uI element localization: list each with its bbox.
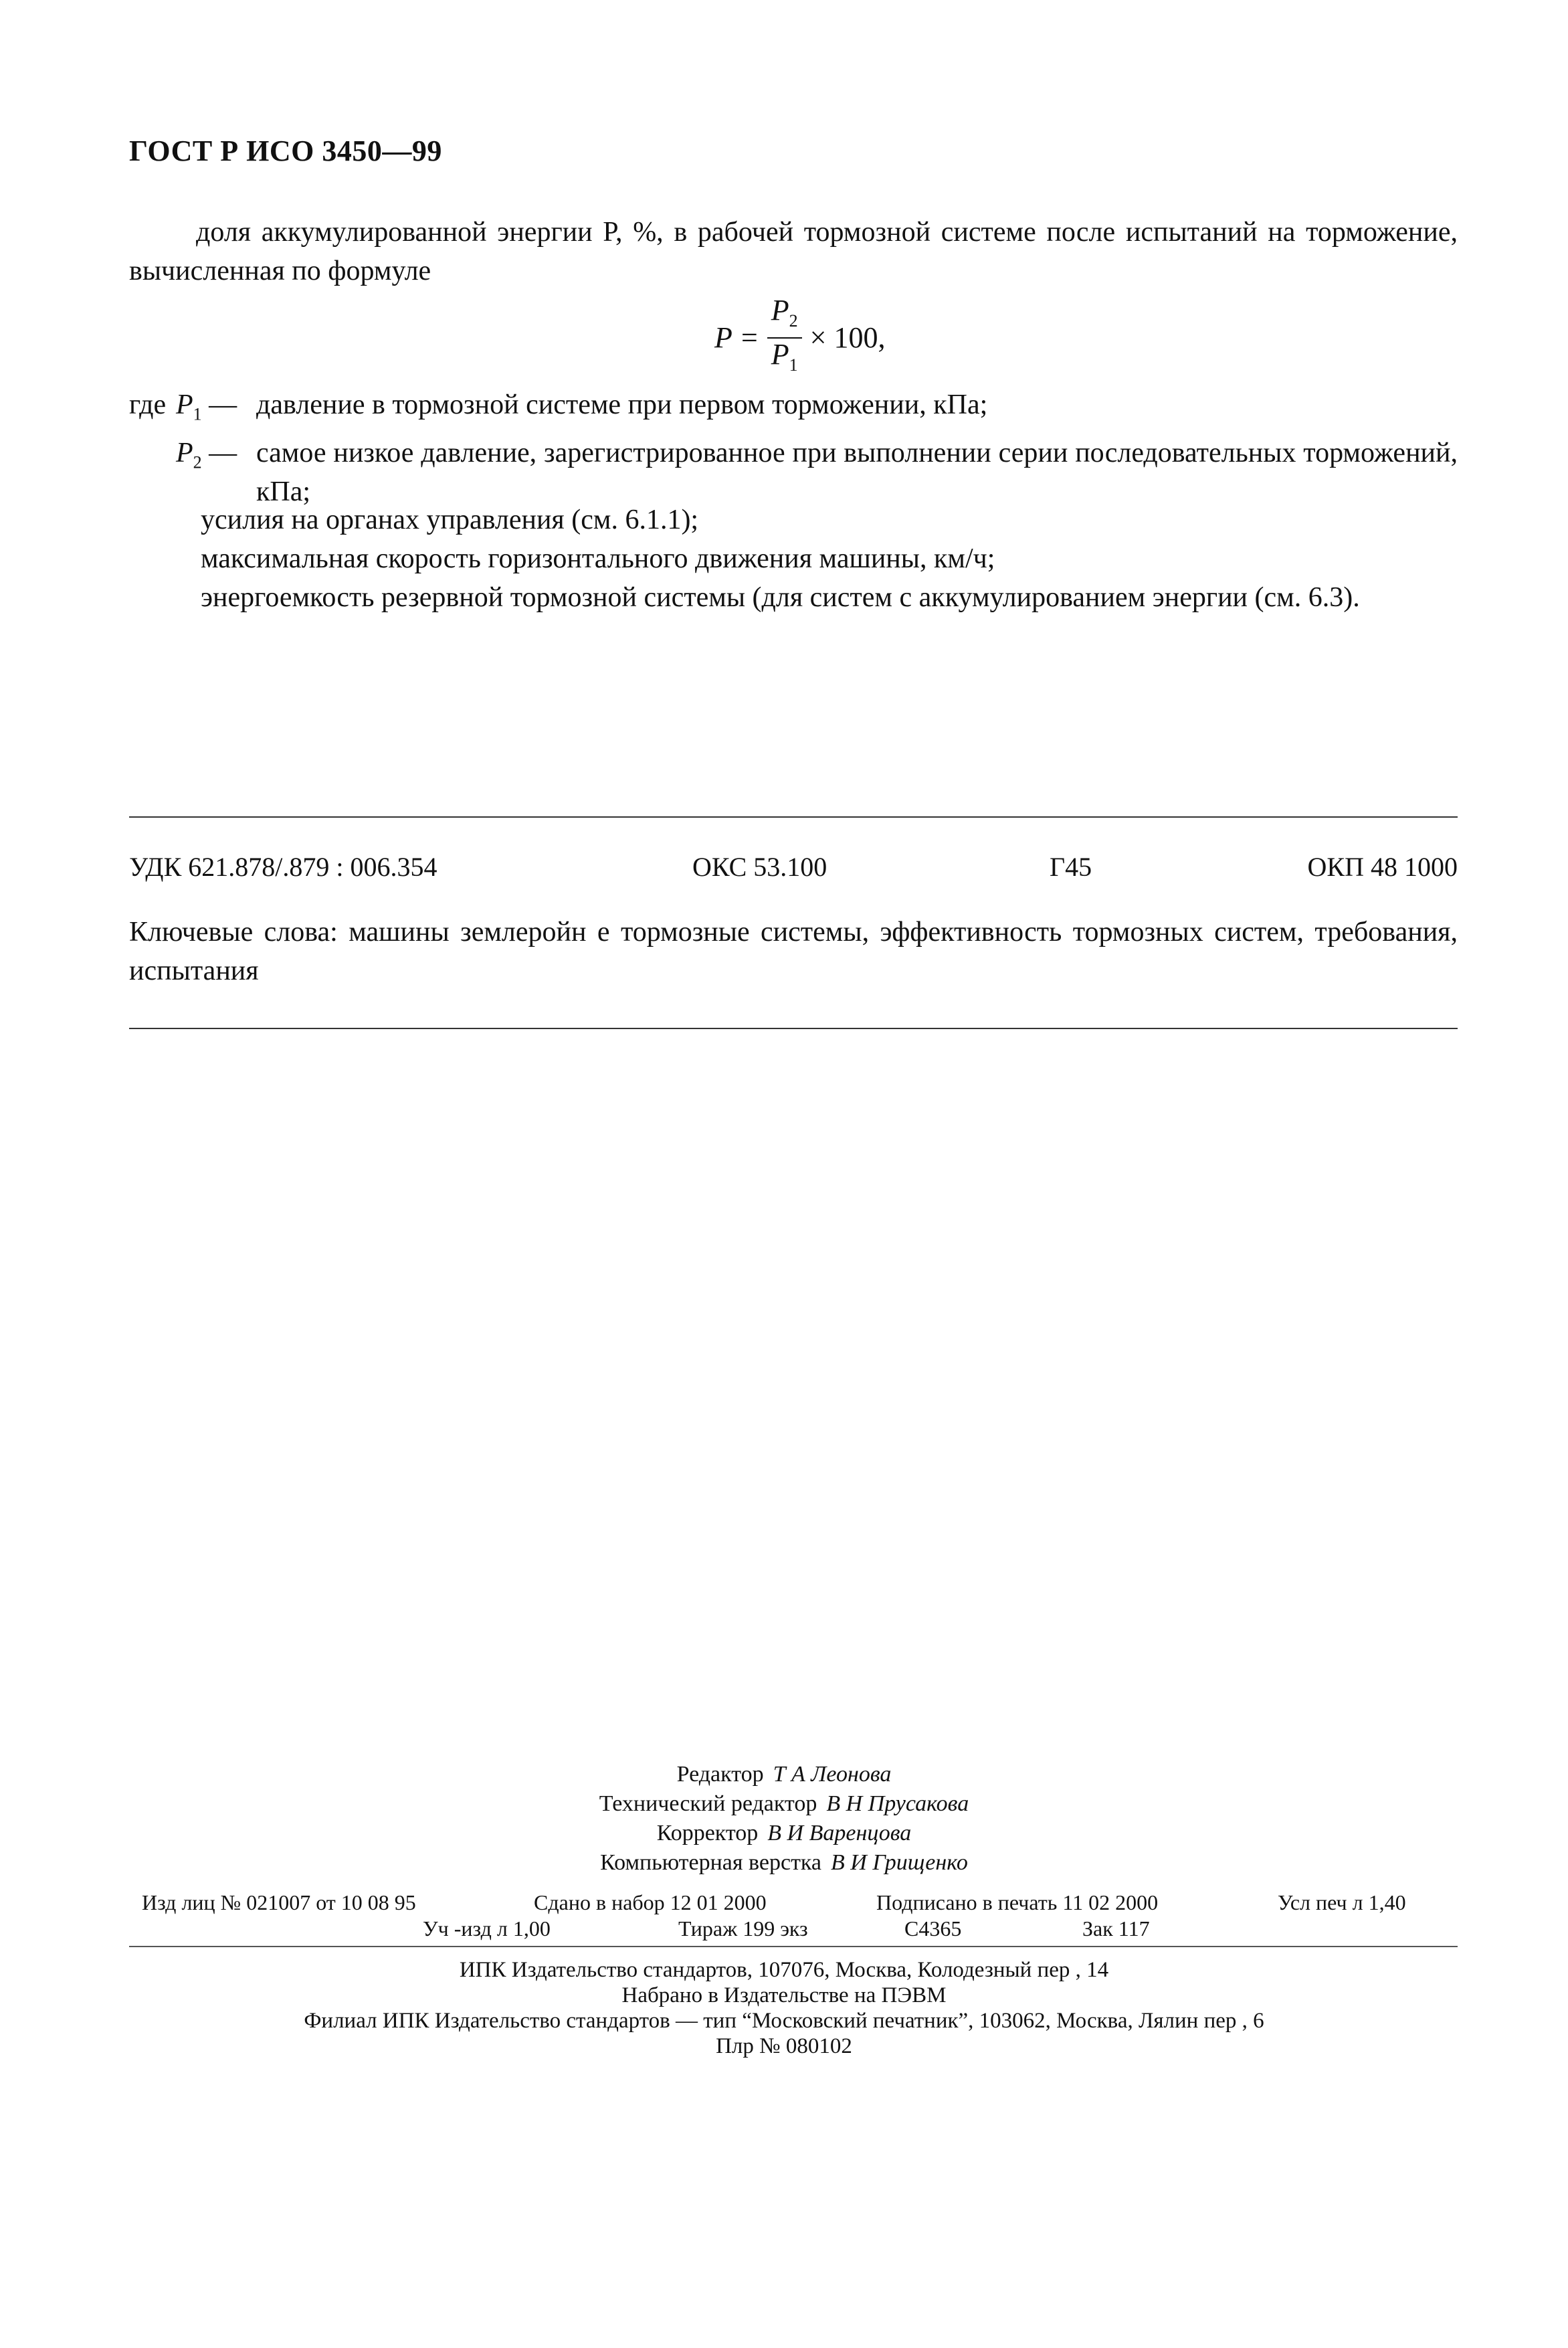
where-symbol: P <box>176 438 193 469</box>
divider <box>129 1028 1458 1029</box>
formula-rhs: × 100, <box>809 321 886 355</box>
publisher-address: ИПК Издательство стандартов, 107076, Москва, Колодезный пер , 14 <box>459 1958 1109 1982</box>
credits-block <box>0 1760 1568 1878</box>
where-dash: — <box>209 389 237 420</box>
divider <box>129 1946 1458 1947</box>
publisher-sheets: Уч -изд л 1,00 <box>423 1916 551 1940</box>
license-number: Изд лиц № 021007 от 10 08 95 <box>142 1890 416 1914</box>
print-run: Тираж 199 экз <box>678 1916 808 1940</box>
typeset-date: Сдано в набор 12 01 2000 <box>534 1890 767 1914</box>
list-item: энергоемкость резервной тормозной системы (для систем с аккумулированием энергии (см. 6.3). <box>201 582 1360 613</box>
code: С4365 <box>904 1916 962 1940</box>
divider <box>129 816 1458 818</box>
where-subscript: 1 <box>193 404 202 424</box>
list-item: максимальная скорость горизонтального движения машины, км/ч; <box>201 543 995 574</box>
credit-tech-editor: Технический редактор В Н Прусакова <box>599 1791 969 1816</box>
numerator-symbol: P <box>771 294 789 327</box>
keywords: Ключевые слова: машины землеройн е тормозные системы, эффективность тормозных систем, требования, испытания <box>129 917 1458 986</box>
where-symbol: P <box>176 389 193 420</box>
okp-code: ОКП 48 1000 <box>1307 852 1458 882</box>
order-number: Зак 117 <box>1082 1916 1150 1940</box>
credit-layout: Компьютерная верстка В И Грищенко <box>600 1850 968 1875</box>
formula-denominator <box>767 339 802 381</box>
signed-date: Подписано в печать 11 02 2000 <box>876 1890 1159 1914</box>
formula-fraction <box>767 294 802 381</box>
udk-code: УДК 621.878/.879 : 006.354 <box>129 852 437 882</box>
document-header: ГОСТ Р ИСО 3450—99 <box>129 134 442 167</box>
g-code: Г45 <box>1050 852 1092 882</box>
where-item-p2 <box>129 434 1458 511</box>
formula-numerator <box>767 294 802 339</box>
numerator-subscript: 2 <box>789 310 798 331</box>
print-sheets: Усл печ л 1,40 <box>1278 1890 1406 1914</box>
formula <box>714 294 886 381</box>
formula-lhs: P = <box>714 321 759 355</box>
where-text: давление в тормозной системе при первом торможении, кПа; <box>256 389 988 420</box>
where-lead: где <box>129 389 167 420</box>
where-block <box>129 385 1458 511</box>
where-dash: — <box>209 438 237 469</box>
denominator-symbol: P <box>771 337 789 371</box>
denominator-subscript: 1 <box>789 355 798 375</box>
list-item: усилия на органах управления (см. 6.1.1); <box>201 505 699 535</box>
credit-corrector: Корректор В И Варенцова <box>656 1821 912 1845</box>
typeset-note: Набрано в Издательстве на ПЭВМ <box>621 1983 947 2007</box>
intro-paragraph: доля аккумулированной энергии P, %, в рабочей тормозной системе после испытаний на торможение, вычисленная по формуле <box>129 217 1458 286</box>
oks-code: ОКС 53.100 <box>692 852 827 882</box>
credit-editor: Редактор Т А Леонова <box>676 1762 892 1787</box>
where-text: самое низкое давление, зарегистрированное при выполнении серии последовательных торможений, кПа; <box>256 438 1458 508</box>
where-subscript: 2 <box>193 452 202 472</box>
plr-number: Плр № 080102 <box>716 2034 852 2058</box>
branch-address: Филиал ИПК Издательство стандартов — тип “Московский печатник”, 103062, Москва, Лялин пер , 6 <box>304 2009 1264 2033</box>
where-item-p1 <box>129 385 1458 434</box>
